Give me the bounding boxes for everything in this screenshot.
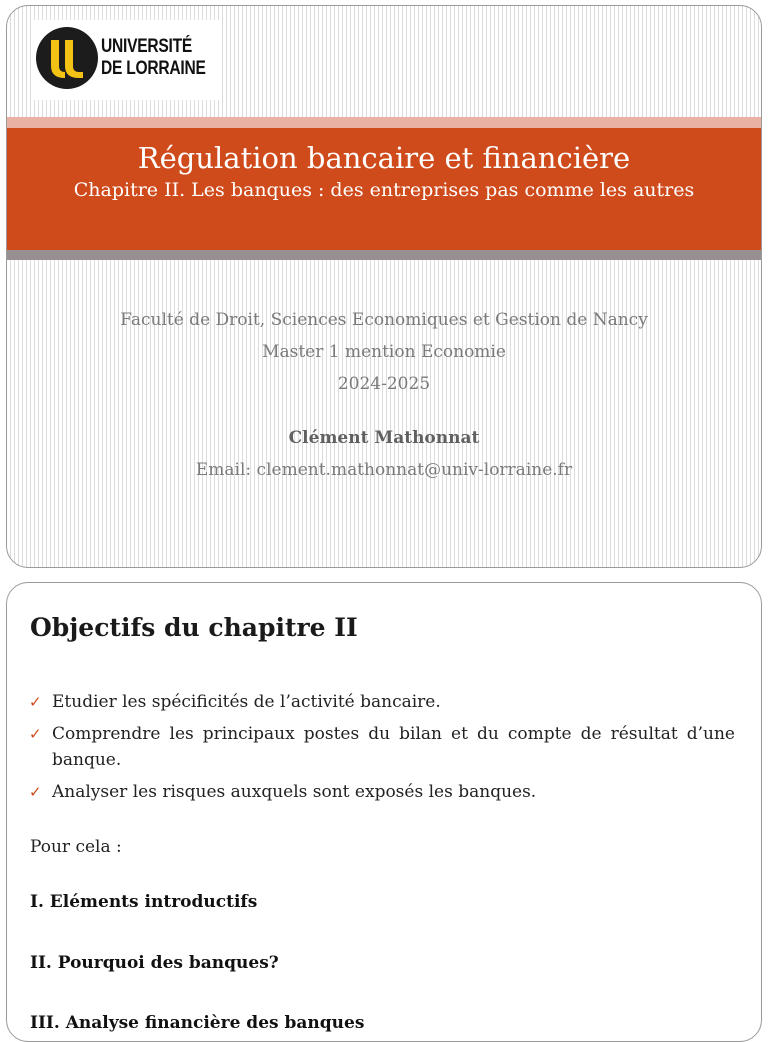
title-slide: [6, 5, 762, 568]
checkmark-icon: ✓: [29, 693, 42, 711]
checkmark-icon: ✓: [29, 783, 42, 801]
title-band: [7, 128, 761, 250]
title-band-top-stripe: [7, 117, 761, 128]
logo-wordmark: UNIVERSITÉ DE LORRAINE: [101, 36, 206, 79]
list-item: [29, 721, 735, 773]
objective-text: Comprendre les principaux postes du bilan et du compte de résultat d’une banque.: [52, 724, 735, 770]
academic-year: 2024-2025: [337, 374, 431, 394]
objective-text: Analyser les risques auxquels sont exposés les banques.: [52, 782, 537, 802]
objectives-list: [29, 689, 735, 811]
part-three-title: III. Analyse financière des banques: [30, 1013, 365, 1033]
title-band-bottom-stripe: [7, 250, 761, 260]
presentation-title: Régulation bancaire et financière: [137, 141, 631, 175]
part-two-title: II. Pourquoi des banques?: [30, 953, 279, 973]
program-name: Master 1 mention Economie: [262, 342, 506, 362]
part-one-title: I. Eléments introductifs: [30, 892, 258, 912]
university-logo: [31, 20, 221, 100]
list-item: [29, 689, 735, 715]
objective-text: Etudier les spécificités de l’activité bancaire.: [52, 692, 441, 712]
faculty-name: Faculté de Droit, Sciences Economiques et Gestion de Nancy: [120, 310, 648, 330]
author-email: Email: clement.mathonnat@univ-lorraine.fr: [195, 460, 573, 480]
objectives-slide: [6, 582, 762, 1042]
intro-text: Pour cela :: [30, 837, 122, 857]
presentation-subtitle: Chapitre II. Les banques : des entreprises pas comme les autres: [73, 179, 695, 201]
universite-lorraine-emblem-icon: [35, 26, 99, 90]
checkmark-icon: ✓: [29, 725, 42, 743]
author-name: Clément Mathonnat: [288, 428, 480, 448]
list-item: [29, 779, 735, 805]
slide-heading: Objectifs du chapitre II: [30, 613, 358, 642]
